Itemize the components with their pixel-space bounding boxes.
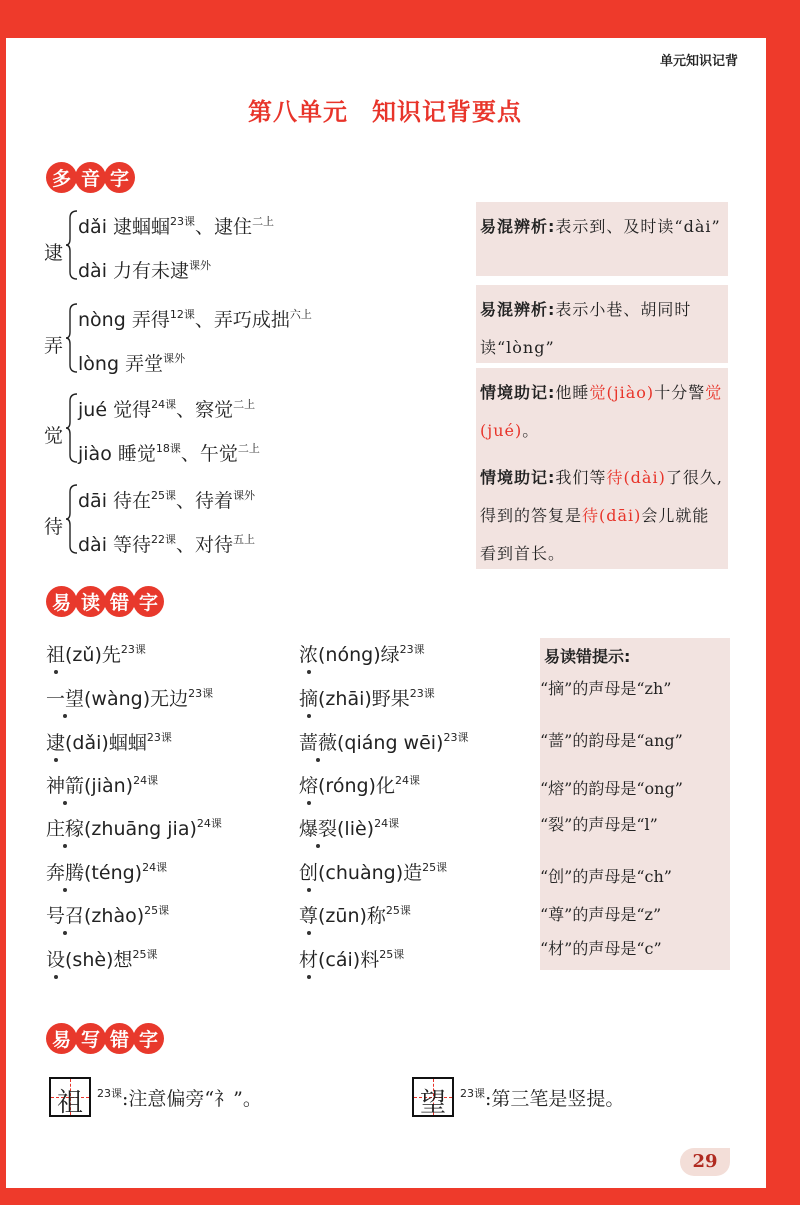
badge-char: 音 <box>75 162 106 193</box>
page-number: 29 <box>680 1148 730 1176</box>
misread-item: 庄稼(zhuāng jia)$^{24课}$ <box>46 814 222 841</box>
polyphonic-char: 待 <box>44 516 64 538</box>
tip-item: “熔”的韵母是“ong” <box>540 779 683 798</box>
tip-item: “裂”的声母是“l” <box>540 815 658 834</box>
title-topic: 知识记背要点 <box>372 98 522 126</box>
brace-icon <box>66 484 78 554</box>
brace-icon <box>66 303 78 373</box>
misread-item: 设(shè)想$^{25课}$ <box>46 945 158 972</box>
note-label: 情境助记 <box>480 468 549 487</box>
badge-char: 多 <box>46 162 77 193</box>
tip-item: “摘”的声母是“zh” <box>540 679 672 698</box>
title-unit: 第八单元 <box>248 98 348 126</box>
section-badge-polyphonic <box>46 162 133 196</box>
badge-char: 字 <box>133 1023 164 1054</box>
tip-item: “材”的声母是“c” <box>540 939 662 958</box>
running-head: 单元知识记背 <box>659 54 738 69</box>
polyphonic-line: nòng 弄得$^{12课}$、弄巧成拙$^{六上}$ <box>78 308 312 331</box>
tips-heading: 易读错提示: <box>544 647 631 666</box>
grid-character: 望 <box>419 1088 446 1118</box>
misread-item: 尊(zūn)称$^{25课}$ <box>299 901 411 928</box>
tip-item: “蔷”的韵母是“ang” <box>540 731 683 750</box>
note-highlight: 觉(jué) <box>480 383 723 440</box>
polyphonic-line: dǎi 逮蝈蝈$^{23课}$、逮住$^{二上}$ <box>78 215 275 238</box>
miswrite-item: $^{23课}$:第三笔是竖提。 <box>460 1087 625 1110</box>
misread-item: 逮(dǎi)蝈蝈$^{23课}$ <box>46 728 172 755</box>
note-label: 情境助记 <box>480 383 549 402</box>
polyphonic-line: dài 力有未逮$^{课外}$ <box>78 259 212 282</box>
section-badge-miswrite <box>46 1023 162 1057</box>
misread-item: 熔(róng)化$^{24课}$ <box>299 771 420 798</box>
note-box: 易混辨析:表示小巷、胡同时读“lòng” <box>476 285 728 363</box>
badge-char: 读 <box>75 586 106 617</box>
note-box: 情境助记:我们等待(dài)了很久,得到的答复是待(dāi)会儿就能看到首长。 <box>476 453 728 569</box>
badge-char: 字 <box>133 586 164 617</box>
misread-item: 爆裂(liè)$^{24课}$ <box>299 814 399 841</box>
page-title <box>0 92 770 127</box>
misread-item: 一望(wàng)无边$^{23课}$ <box>46 684 213 711</box>
brace-icon <box>66 210 78 280</box>
note-text: 表示小巷、胡同时读“lòng” <box>480 300 692 357</box>
tip-item: “创”的声母是“ch” <box>540 867 672 886</box>
polyphonic-char: 弄 <box>44 335 64 357</box>
brace-icon <box>66 393 78 463</box>
note-label: 易混辨析 <box>480 300 549 319</box>
polyphonic-line: jué 觉得$^{24课}$、察觉$^{二上}$ <box>78 398 256 421</box>
note-highlight: 待(dài) <box>606 468 666 487</box>
miswrite-item: $^{23课}$:注意偏旁“礻”。 <box>97 1087 262 1110</box>
tip-item: “尊”的声母是“z” <box>540 905 662 924</box>
grid-character: 祖 <box>56 1088 83 1118</box>
misread-item: 创(chuàng)造$^{25课}$ <box>299 858 447 885</box>
polyphonic-line: dāi 待在$^{25课}$、待着$^{课外}$ <box>78 489 256 512</box>
badge-char: 字 <box>104 162 135 193</box>
badge-char: 易 <box>46 586 77 617</box>
polyphonic-char: 觉 <box>44 425 64 447</box>
note-box: 情境助记:他睡觉(jiào)十分警觉(jué)。 <box>476 368 728 454</box>
misread-item: 奔腾(téng)$^{24课}$ <box>46 858 167 885</box>
misread-item: 神箭(jiàn)$^{24课}$ <box>46 771 158 798</box>
section-badge-misread <box>46 586 162 620</box>
misread-tips <box>540 638 730 970</box>
misread-item: 号召(zhào)$^{25课}$ <box>46 901 169 928</box>
polyphonic-line: jiào 睡觉$^{18课}$、午觉$^{二上}$ <box>78 442 260 465</box>
misread-item: 摘(zhāi)野果$^{23课}$ <box>299 684 435 711</box>
badge-char: 易 <box>46 1023 77 1054</box>
misread-item: 浓(nóng)绿$^{23课}$ <box>299 640 425 667</box>
polyphonic-line: lòng 弄堂$^{课外}$ <box>78 352 186 375</box>
writing-grid <box>49 1077 91 1117</box>
polyphonic-line: dài 等待$^{22课}$、对待$^{五上}$ <box>78 533 256 556</box>
note-highlight: 觉(jiào) <box>589 383 655 402</box>
note-text: 表示到、及时读“dài” <box>555 217 721 236</box>
misread-item: 蔷薇(qiáng wēi)$^{23课}$ <box>299 728 468 755</box>
note-highlight: 待(dāi) <box>582 506 642 525</box>
badge-char: 错 <box>104 586 135 617</box>
note-label: 易混辨析 <box>480 217 549 236</box>
note-box: 易混辨析:表示到、及时读“dài” <box>476 202 728 276</box>
writing-grid <box>412 1077 454 1117</box>
polyphonic-char: 逮 <box>44 242 64 264</box>
badge-char: 错 <box>104 1023 135 1054</box>
badge-char: 写 <box>75 1023 106 1054</box>
misread-item: 祖(zǔ)先$^{23课}$ <box>46 640 146 667</box>
misread-item: 材(cái)料$^{25课}$ <box>299 945 404 972</box>
